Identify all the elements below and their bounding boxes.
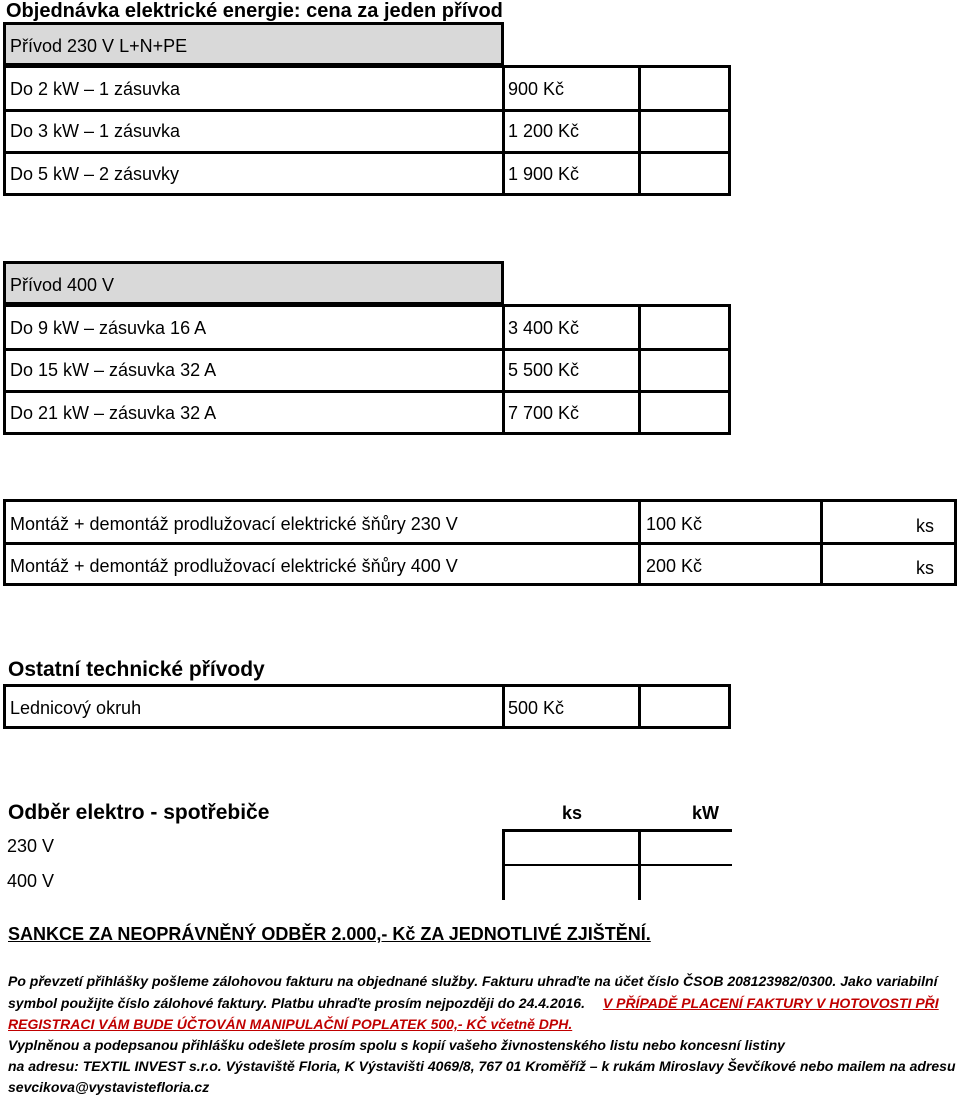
other-heading: Ostatní technické přívody [8,658,265,681]
row-label: Montáž + demontáž prodlužovací elektrické šňůry 400 V [10,556,458,576]
footer-line-5: na adresu: TEXTIL INVEST s.r.o. Výstaviště Floria, K Výstavišti 4069/8, 767 01 Kroměříž – k rukám Miroslavy Ševčíkové nebo mailem na adresu [8,1058,956,1074]
row-price: 1 900 Kč [508,164,580,184]
quantity-input[interactable] [641,393,728,432]
footer-line-2-warning: V PŘÍPADĚ PLACENÍ FAKTURY V HOTOVOSTI PŘI [602,995,939,1011]
quantity-input[interactable] [641,154,728,193]
row-label: Do 9 kW – zásuvka 16 A [10,318,207,338]
unit-label: ks [916,558,934,578]
section-other-table [3,684,731,729]
row-price: 500 Kč [508,698,565,718]
sanction-notice: SANKCE ZA NEOPRÁVNĚNÝ ODBĚR 2.000,- Kč ZA JEDNOTLIVÉ ZJIŠTĚNÍ. [8,924,651,944]
row-price: 1 200 Kč [508,121,580,141]
quantity-input[interactable] [641,351,728,390]
quantity-input[interactable] [823,502,954,542]
row-label: Lednicový okruh [10,698,142,718]
kw-input[interactable] [641,866,731,900]
column-header-ks: ks [562,803,583,823]
unit-label: ks [916,516,934,536]
section-230-header-label: Přívod 230 V L+N+PE [10,36,188,56]
footer-line-1: Po převzetí přihlášky pošleme zálohovou fakturu na objednané služby. Fakturu uhraďte na účet číslo ČSOB 208123982/0300. Jako variabilní [8,973,938,989]
kw-input[interactable] [641,832,731,864]
quantity-input[interactable] [641,112,728,151]
column-header-kw: kW [692,803,719,823]
row-price: 3 400 Kč [508,318,580,338]
ks-input[interactable] [505,866,638,900]
row-label: Do 2 kW – 1 zásuvka [10,79,181,99]
row-label: Montáž + demontáž prodlužovací elektrické šňůry 230 V [10,514,458,534]
footer-line-2-text: symbol použijte číslo zálohové faktury. Platbu uhraďte prosím nejpozději do 24.4.2016. [8,995,585,1011]
row-price: 200 Kč [646,556,703,576]
section-230-table [3,65,731,196]
row-price: 100 Kč [646,514,703,534]
footer-line-3-warning: REGISTRACI VÁM BUDE ÚČTOVÁN MANIPULAČNÍ POPLATEK 500,- KČ včetně DPH. [8,1016,573,1032]
section-cords-table [3,499,957,586]
quantity-input[interactable] [641,68,728,109]
row-price: 900 Kč [508,79,565,99]
section-230-header [3,22,504,66]
row-label: Do 15 kW – zásuvka 32 A [10,360,217,380]
quantity-input[interactable] [823,545,954,583]
section-400-header [3,261,504,305]
quantity-input[interactable] [641,687,728,726]
row-label: 400 V [7,871,55,891]
row-label: 230 V [7,836,55,856]
page-title: Objednávka elektrické energie: cena za jeden přívod [6,0,503,22]
ks-input[interactable] [505,832,638,864]
footer-email[interactable]: sevcikova@vystavistefloria.cz [8,1079,210,1095]
section-consumers-table [3,829,731,900]
row-label: Do 3 kW – 1 zásuvka [10,121,181,141]
quantity-input[interactable] [641,307,728,348]
section-400-header-label: Přívod 400 V [10,275,115,295]
footer-line-4: Vyplněnou a podepsanou přihlášku odešlete prosím spolu s kopií vašeho živnostenského listu nebo koncesní listiny [8,1037,785,1053]
footer-line-2 [8,995,939,1011]
row-price: 5 500 Kč [508,360,580,380]
row-price: 7 700 Kč [508,403,580,423]
section-400-table [3,304,731,435]
consumers-heading: Odběr elektro - spotřebiče [8,801,270,824]
row-label: Do 5 kW – 2 zásuvky [10,164,180,184]
row-label: Do 21 kW – zásuvka 32 A [10,403,217,423]
